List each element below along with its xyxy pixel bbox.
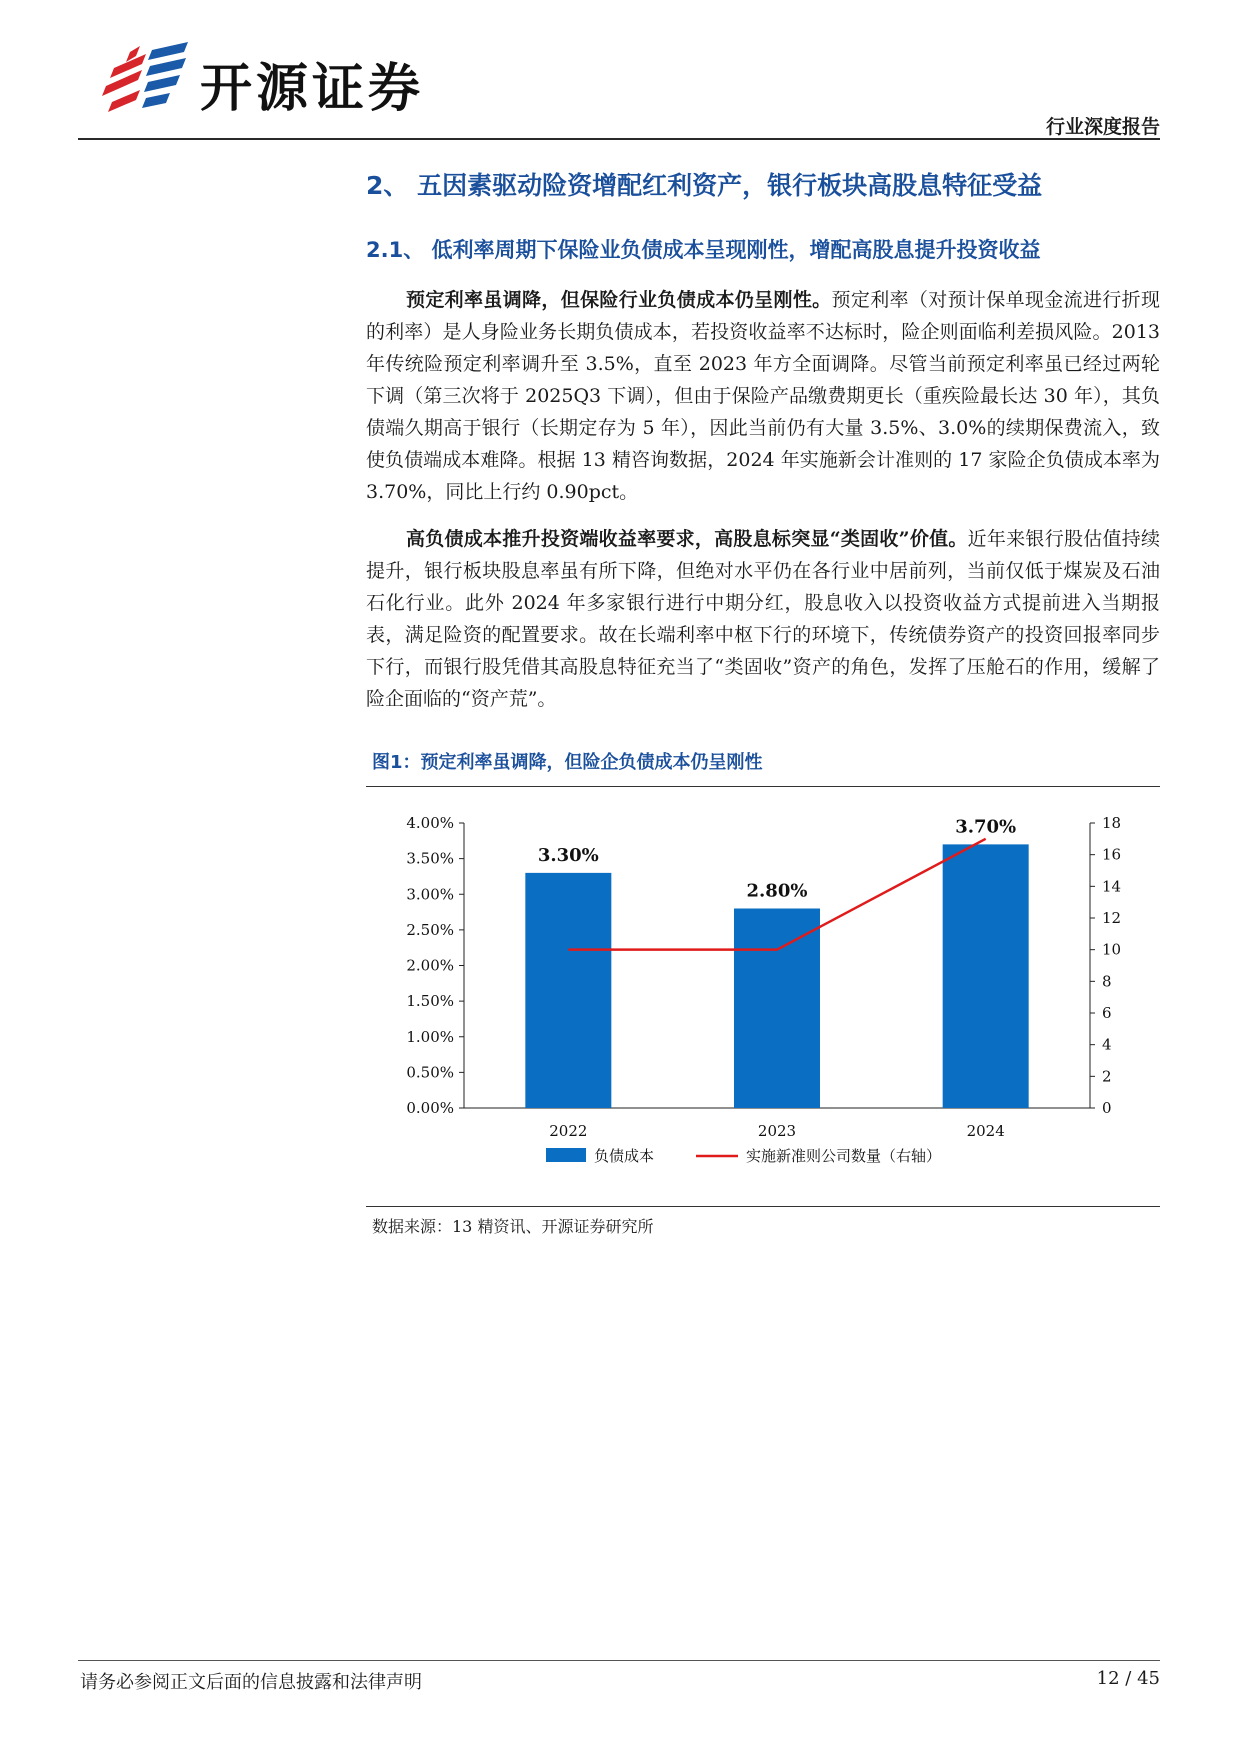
legend-bar-label: 负债成本 bbox=[594, 1147, 655, 1165]
y-right-tick-label: 12 bbox=[1102, 909, 1122, 927]
subsection-heading: 2.1、 低利率周期下保险业负债成本呈现刚性，增配高股息提升投资收益 bbox=[366, 238, 1041, 262]
y-right-tick-label: 8 bbox=[1102, 972, 1112, 991]
y-right-tick-label: 16 bbox=[1102, 845, 1122, 864]
y-left-tick-label: 1.00% bbox=[406, 1027, 454, 1046]
paragraph-1 bbox=[366, 284, 1160, 508]
footer-divider bbox=[78, 1660, 1160, 1661]
y-right-tick-label: 4 bbox=[1102, 1035, 1112, 1054]
section-heading: 2、 五因素驱动险资增配红利资产，银行板块高股息特征受益 bbox=[366, 171, 1043, 200]
bar-2023 bbox=[734, 909, 820, 1109]
paragraph-1-body: 预定利率（对预计保单现金流进行折现的利率）是人身险业务长期负债成本，若投资收益率不达标时，险企则面临利差损风险。2013 年传统险预定利率调升至 3.5%，直至 2023 年方全面调降。尽管当前预定利率虽已经过两轮下调（第三次将于 2025Q3 下调），但由于保险产品缴费期更长（重疾险最长达 30 年），其负债端久期高于银行（长期定存为 5 年），因此当前仍有大量 3.5%、3.0%的续期保费流入，致使负债端成本难降。根据 13 精咨询数据，2024 年实施新会计准则的 17 家险企负债成本率为 3.70%，同比上行约 0.90pct。 bbox=[366, 289, 1160, 503]
figure-top-rule bbox=[366, 786, 1160, 787]
y-right-tick-label: 18 bbox=[1102, 814, 1122, 832]
figure-title: 图1：预定利率虽调降，但险企负债成本仍呈刚性 bbox=[372, 752, 763, 773]
y-left-tick-label: 2.00% bbox=[406, 956, 454, 975]
bar-2024 bbox=[943, 844, 1029, 1108]
y-left-tick-label: 3.00% bbox=[406, 885, 454, 904]
paragraph-2-lead: 高负债成本推升投资端收益率要求，高股息标突显“类固收”价值。 bbox=[406, 528, 968, 550]
brand-name: 开源证券 bbox=[200, 59, 425, 119]
y-right-tick-label: 10 bbox=[1102, 940, 1122, 959]
figure-bottom-rule bbox=[366, 1206, 1160, 1207]
y-left-tick-label: 0.50% bbox=[406, 1063, 454, 1082]
brand-logo-icon bbox=[100, 42, 192, 114]
chart-container bbox=[366, 790, 1160, 1202]
y-right-tick-label: 6 bbox=[1102, 1004, 1112, 1022]
bar-2022 bbox=[525, 873, 611, 1108]
y-right-tick-label: 14 bbox=[1102, 877, 1122, 896]
x-tick-label: 2023 bbox=[757, 1122, 797, 1140]
legend-bar-swatch bbox=[546, 1148, 586, 1162]
y-left-tick-label: 3.50% bbox=[406, 849, 454, 868]
y-right-tick-label: 0 bbox=[1102, 1099, 1112, 1117]
y-left-tick-label: 2.50% bbox=[406, 920, 454, 939]
paragraph-1-lead: 预定利率虽调降，但保险行业负债成本仍呈刚性。 bbox=[406, 289, 832, 311]
x-tick-label: 2024 bbox=[966, 1122, 1005, 1140]
bar-data-label: 3.70% bbox=[955, 816, 1017, 838]
report-type-label: 行业深度报告 bbox=[1045, 116, 1160, 138]
combo-chart bbox=[366, 790, 1160, 1202]
figure-source: 数据来源：13 精资讯、开源证券研究所 bbox=[372, 1217, 654, 1236]
bar-data-label: 2.80% bbox=[746, 880, 808, 902]
bar-data-label: 3.30% bbox=[537, 844, 599, 866]
brand-logo bbox=[100, 38, 460, 118]
x-tick-label: 2022 bbox=[549, 1122, 588, 1140]
y-left-tick-label: 0.00% bbox=[406, 1099, 454, 1117]
header-divider bbox=[78, 138, 1160, 140]
page-number: 12 / 45 bbox=[1096, 1668, 1160, 1689]
paragraph-2 bbox=[366, 523, 1160, 715]
y-left-tick-label: 1.50% bbox=[406, 992, 454, 1011]
y-right-tick-label: 2 bbox=[1102, 1067, 1112, 1086]
footer-disclaimer: 请务必参阅正文后面的信息披露和法律声明 bbox=[80, 1672, 422, 1693]
y-left-tick-label: 4.00% bbox=[406, 814, 454, 832]
legend-line-label: 实施新准则公司数量（右轴） bbox=[746, 1147, 942, 1165]
paragraph-2-body: 近年来银行股估值持续提升，银行板块股息率虽有所下降，但绝对水平仍在各行业中居前列，当前仅低于煤炭及石油石化行业。此外 2024 年多家银行进行中期分红，股息收入以投资收益方式提前进入当期报表，满足险资的配置要求。故在长端利率中枢下行的环境下，传统债券资产的投资回报率同步下行，而银行股凭借其高股息特征充当了“类固收”资产的角色，发挥了压舱石的作用，缓解了险企面临的“资产荒”。 bbox=[366, 528, 1160, 710]
